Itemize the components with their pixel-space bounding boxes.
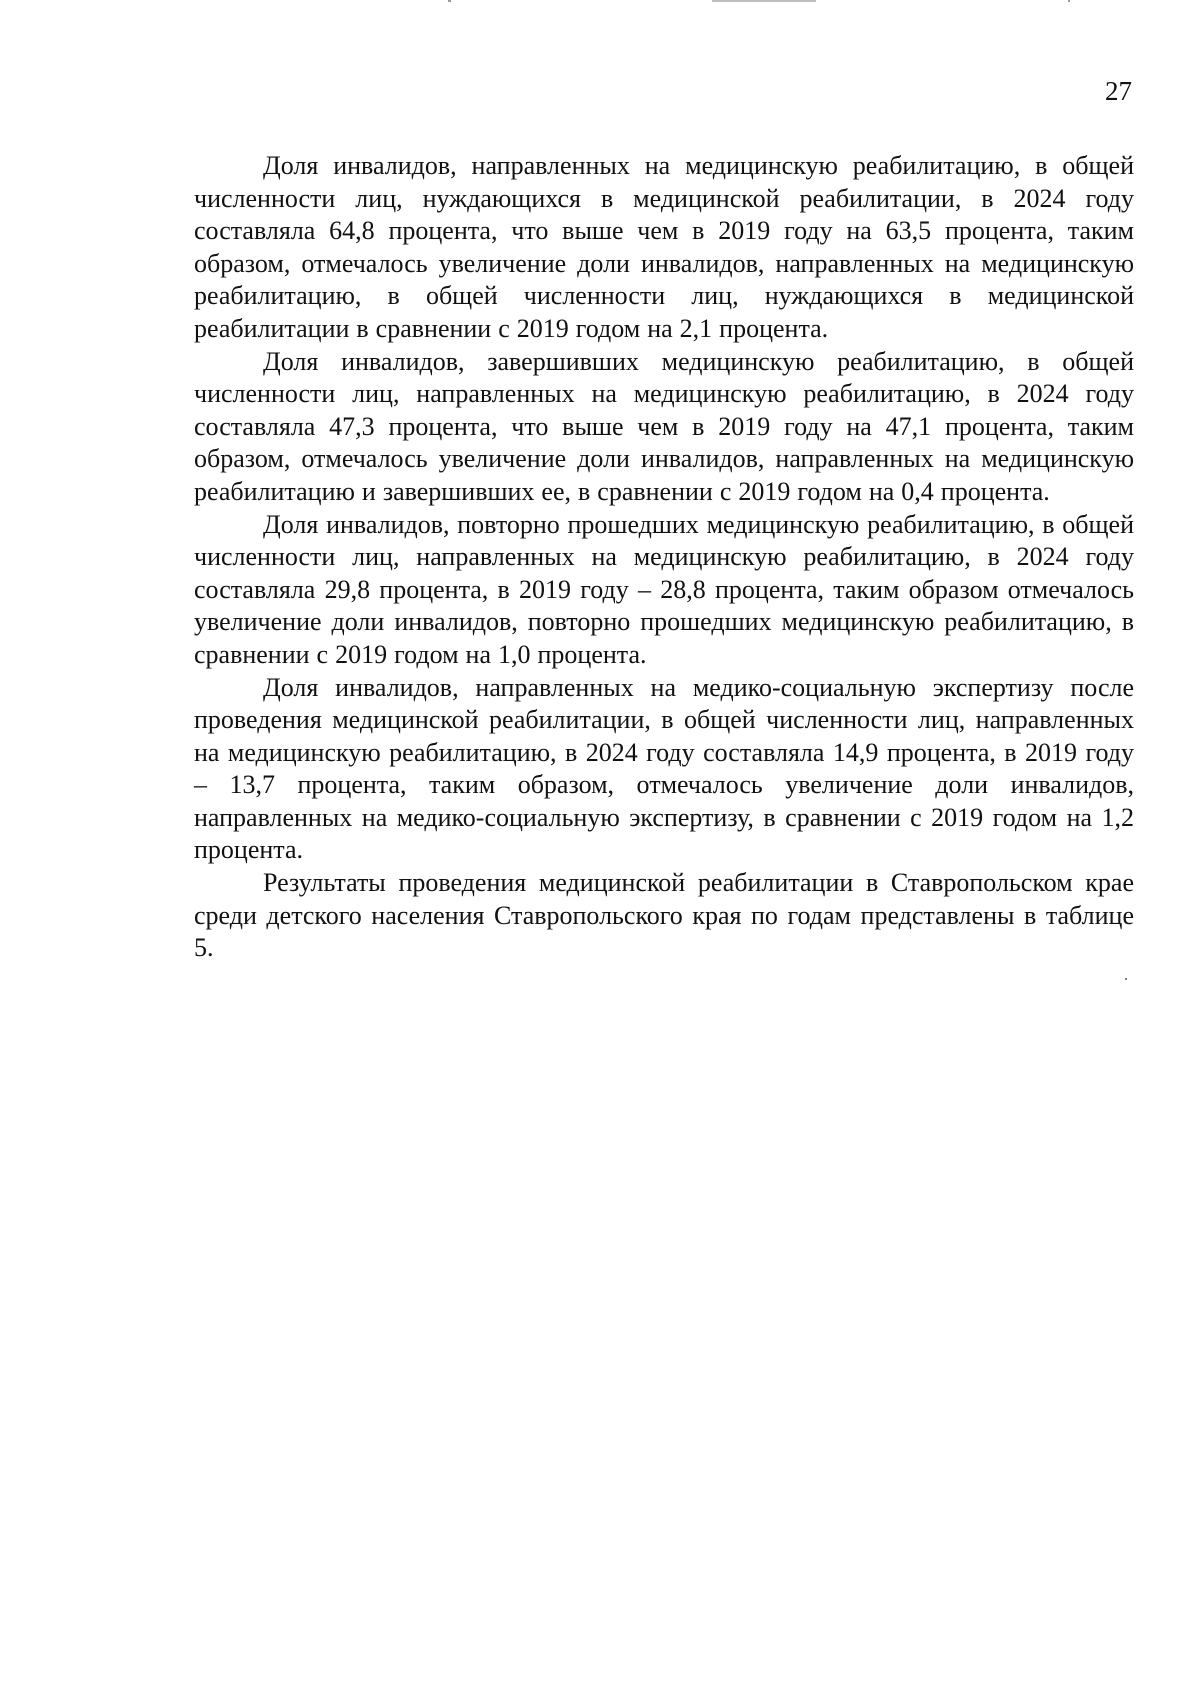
page-number: 27 bbox=[1105, 76, 1132, 106]
paragraph-children-rehab-results: Результаты проведения медицинской реабилитации в Ставропольском крае среди детского населения Ставропольского края по годам представлены в таблице 5. bbox=[194, 868, 1134, 963]
scan-artifact-mark bbox=[1068, 0, 1070, 2]
scan-artifact-mark bbox=[712, 0, 816, 2]
scan-artifact-mark bbox=[448, 0, 451, 2]
paragraph-repeat-medical-rehab: Доля инвалидов, повторно прошедших медицинскую реабилитацию, в общей численности лиц, направленных на медицинскую реабилитацию, в 2024 году составляла 29,8 процента, в 2019 году – 28,8 процента, таким образом отмечалось увеличение доли инвалидов, повторно прошедших медицинскую реабилитацию, в сравнении с 2019 годом на 1,0 процента. bbox=[194, 509, 1134, 669]
paragraph-medical-social-expertise: Доля инвалидов, направленных на медико-социальную экспертизу после проведения медицинской реабилитации, в общей численности лиц, направленных на медицинскую реабилитацию, в 2024 году составляла 14,9 процента, в 2019 году – 13,7 процента, таким образом, отмечалось увеличение доли инвалидов, направленных на медико-социальную экспертизу, в сравнении с 2019 годом на 1,2 процента. bbox=[194, 672, 1134, 865]
scan-artifact-dot bbox=[1125, 978, 1127, 980]
paragraph-medical-rehab-referral: Доля инвалидов, направленных на медицинскую реабилитацию, в общей численности лиц, нуждающихся в медицинской реабилитации, в 2024 году составляла 64,8 процента, что выше чем в 2019 году на 63,5 процента, таким образом, отмечалось увеличение доли инвалидов, направленных на медицинскую реабилитацию, в общей численности лиц, нуждающихся в медицинской реабилитации в сравнении с 2019 годом на 2,1 процента. bbox=[194, 151, 1134, 343]
document-body bbox=[194, 150, 1134, 965]
paragraph-medical-rehab-completion: Доля инвалидов, завершивших медицинскую реабилитацию, в общей численности лиц, направленных на медицинскую реабилитацию, в 2024 году составляла 47,3 процента, что выше чем в 2019 году на 47,1 процента, таким образом, отмечалось увеличение доли инвалидов, направленных на медицинскую реабилитацию и завершивших ее, в сравнении с 2019 годом на 0,4 процента. bbox=[194, 346, 1134, 506]
